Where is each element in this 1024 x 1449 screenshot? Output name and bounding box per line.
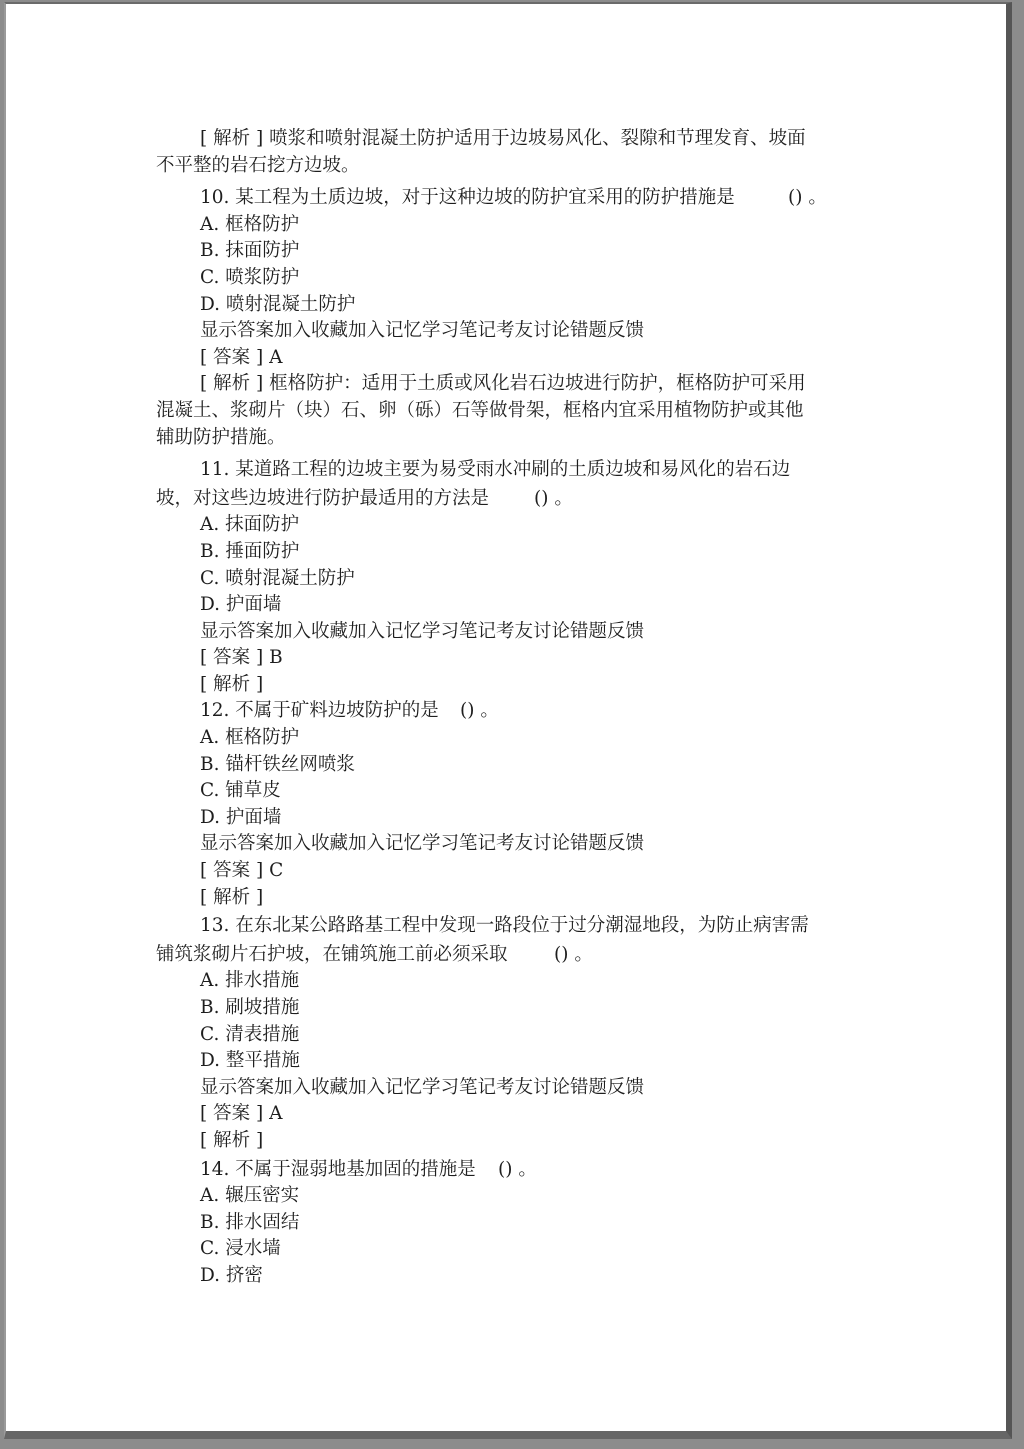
explanation-line: [ 解析 ] [200, 673, 264, 695]
question-stem [156, 486, 846, 513]
explanation-line: [ 解析 ] [200, 1129, 264, 1151]
option-d: D. 整平措施 [200, 1050, 300, 1072]
answer: [ 答案 ] A [200, 346, 283, 368]
page-content [156, 126, 846, 1290]
document-page [4, 2, 1012, 1439]
option-c: C. 清表措施 [200, 1023, 300, 1045]
answer-blank: () 。 [534, 487, 573, 509]
question-11-stem-cont: 坡，对这些边坡进行防护最适用的方法是 [156, 487, 490, 509]
option-d: D. 护面墙 [200, 594, 282, 616]
option-b: B. 捶面防护 [200, 540, 300, 562]
question-11-stem: 11. 某道路工程的边坡主要为易受雨水冲刷的土质边坡和易风化的岩石边 [200, 459, 791, 481]
q9-explanation-line: [ 解析 ] 喷浆和喷射混凝土防护适用于边坡易风化、裂隙和节理发育、坡面 [200, 128, 806, 149]
option-a: A. 框格防护 [200, 727, 300, 749]
action-links: 显示答案加入收藏加入记忆学习笔记考友讨论错题反馈 [200, 320, 645, 342]
action-links: 显示答案加入收藏加入记忆学习笔记考友讨论错题反馈 [200, 1076, 645, 1098]
explanation-line: [ 解析 ] [200, 886, 264, 908]
question-stem [156, 185, 846, 212]
answer-blank: () 。 [788, 187, 827, 209]
action-links: 显示答案加入收藏加入记忆学习笔记考友讨论错题反馈 [200, 620, 645, 642]
question-14-stem: 14. 不属于湿弱地基加固的措施是 [200, 1158, 476, 1180]
answer: [ 答案 ] B [200, 647, 283, 669]
explanation-line: [ 解析 ] 框格防护：适用于土质或风化岩石边坡进行防护，框格防护可采用 [200, 373, 806, 395]
explanation-line: 辅助防护措施。 [156, 426, 286, 448]
option-c: C. 喷射混凝土防护 [200, 567, 355, 589]
option-c: C. 喷浆防护 [200, 266, 300, 288]
option-b: B. 排水固结 [200, 1211, 300, 1233]
option-c: C. 浸水墙 [200, 1238, 281, 1260]
option-b: B. 抹面防护 [200, 240, 300, 262]
action-links: 显示答案加入收藏加入记忆学习笔记考友讨论错题反馈 [200, 833, 645, 855]
option-c: C. 铺草皮 [200, 780, 281, 802]
answer: [ 答案 ] C [200, 860, 284, 882]
option-d: D. 护面墙 [200, 806, 282, 828]
question-10-stem: 10. 某工程为土质边坡，对于这种边坡的防护宜采用的防护措施是 [200, 187, 735, 209]
option-d: D. 挤密 [200, 1264, 263, 1286]
option-a: A. 辗压密实 [200, 1185, 300, 1207]
option-a: A. 框格防护 [200, 213, 300, 235]
answer-blank: () 。 [554, 943, 593, 965]
option-b: B. 锚杆铁丝网喷浆 [200, 753, 355, 775]
question-stem [156, 942, 846, 969]
option-d: D. 喷射混凝土防护 [200, 293, 356, 315]
answer-blank: () 。 [460, 700, 499, 722]
question-13-stem: 13. 在东北某公路路基工程中发现一路段位于过分潮湿地段，为防止病害需 [200, 915, 809, 937]
answer: [ 答案 ] A [200, 1103, 283, 1125]
option-a: A. 抹面防护 [200, 514, 300, 536]
question-stem [156, 698, 846, 725]
question-12-stem: 12. 不属于矿料边坡防护的是 [200, 700, 439, 722]
option-a: A. 排水措施 [200, 970, 300, 992]
q9-explanation-line: 不平整的岩石挖方边坡。 [156, 154, 360, 176]
option-b: B. 刷坡措施 [200, 997, 300, 1018]
answer-blank: () 。 [498, 1158, 537, 1180]
question-13-stem-cont: 铺筑浆砌片石护坡，在铺筑施工前必须采取 [156, 943, 508, 965]
explanation-line: 混凝土、浆砌片（块）石、卵（砾）石等做骨架，框格内宜采用植物防护或其他 [156, 399, 804, 421]
question-stem [156, 1157, 846, 1184]
